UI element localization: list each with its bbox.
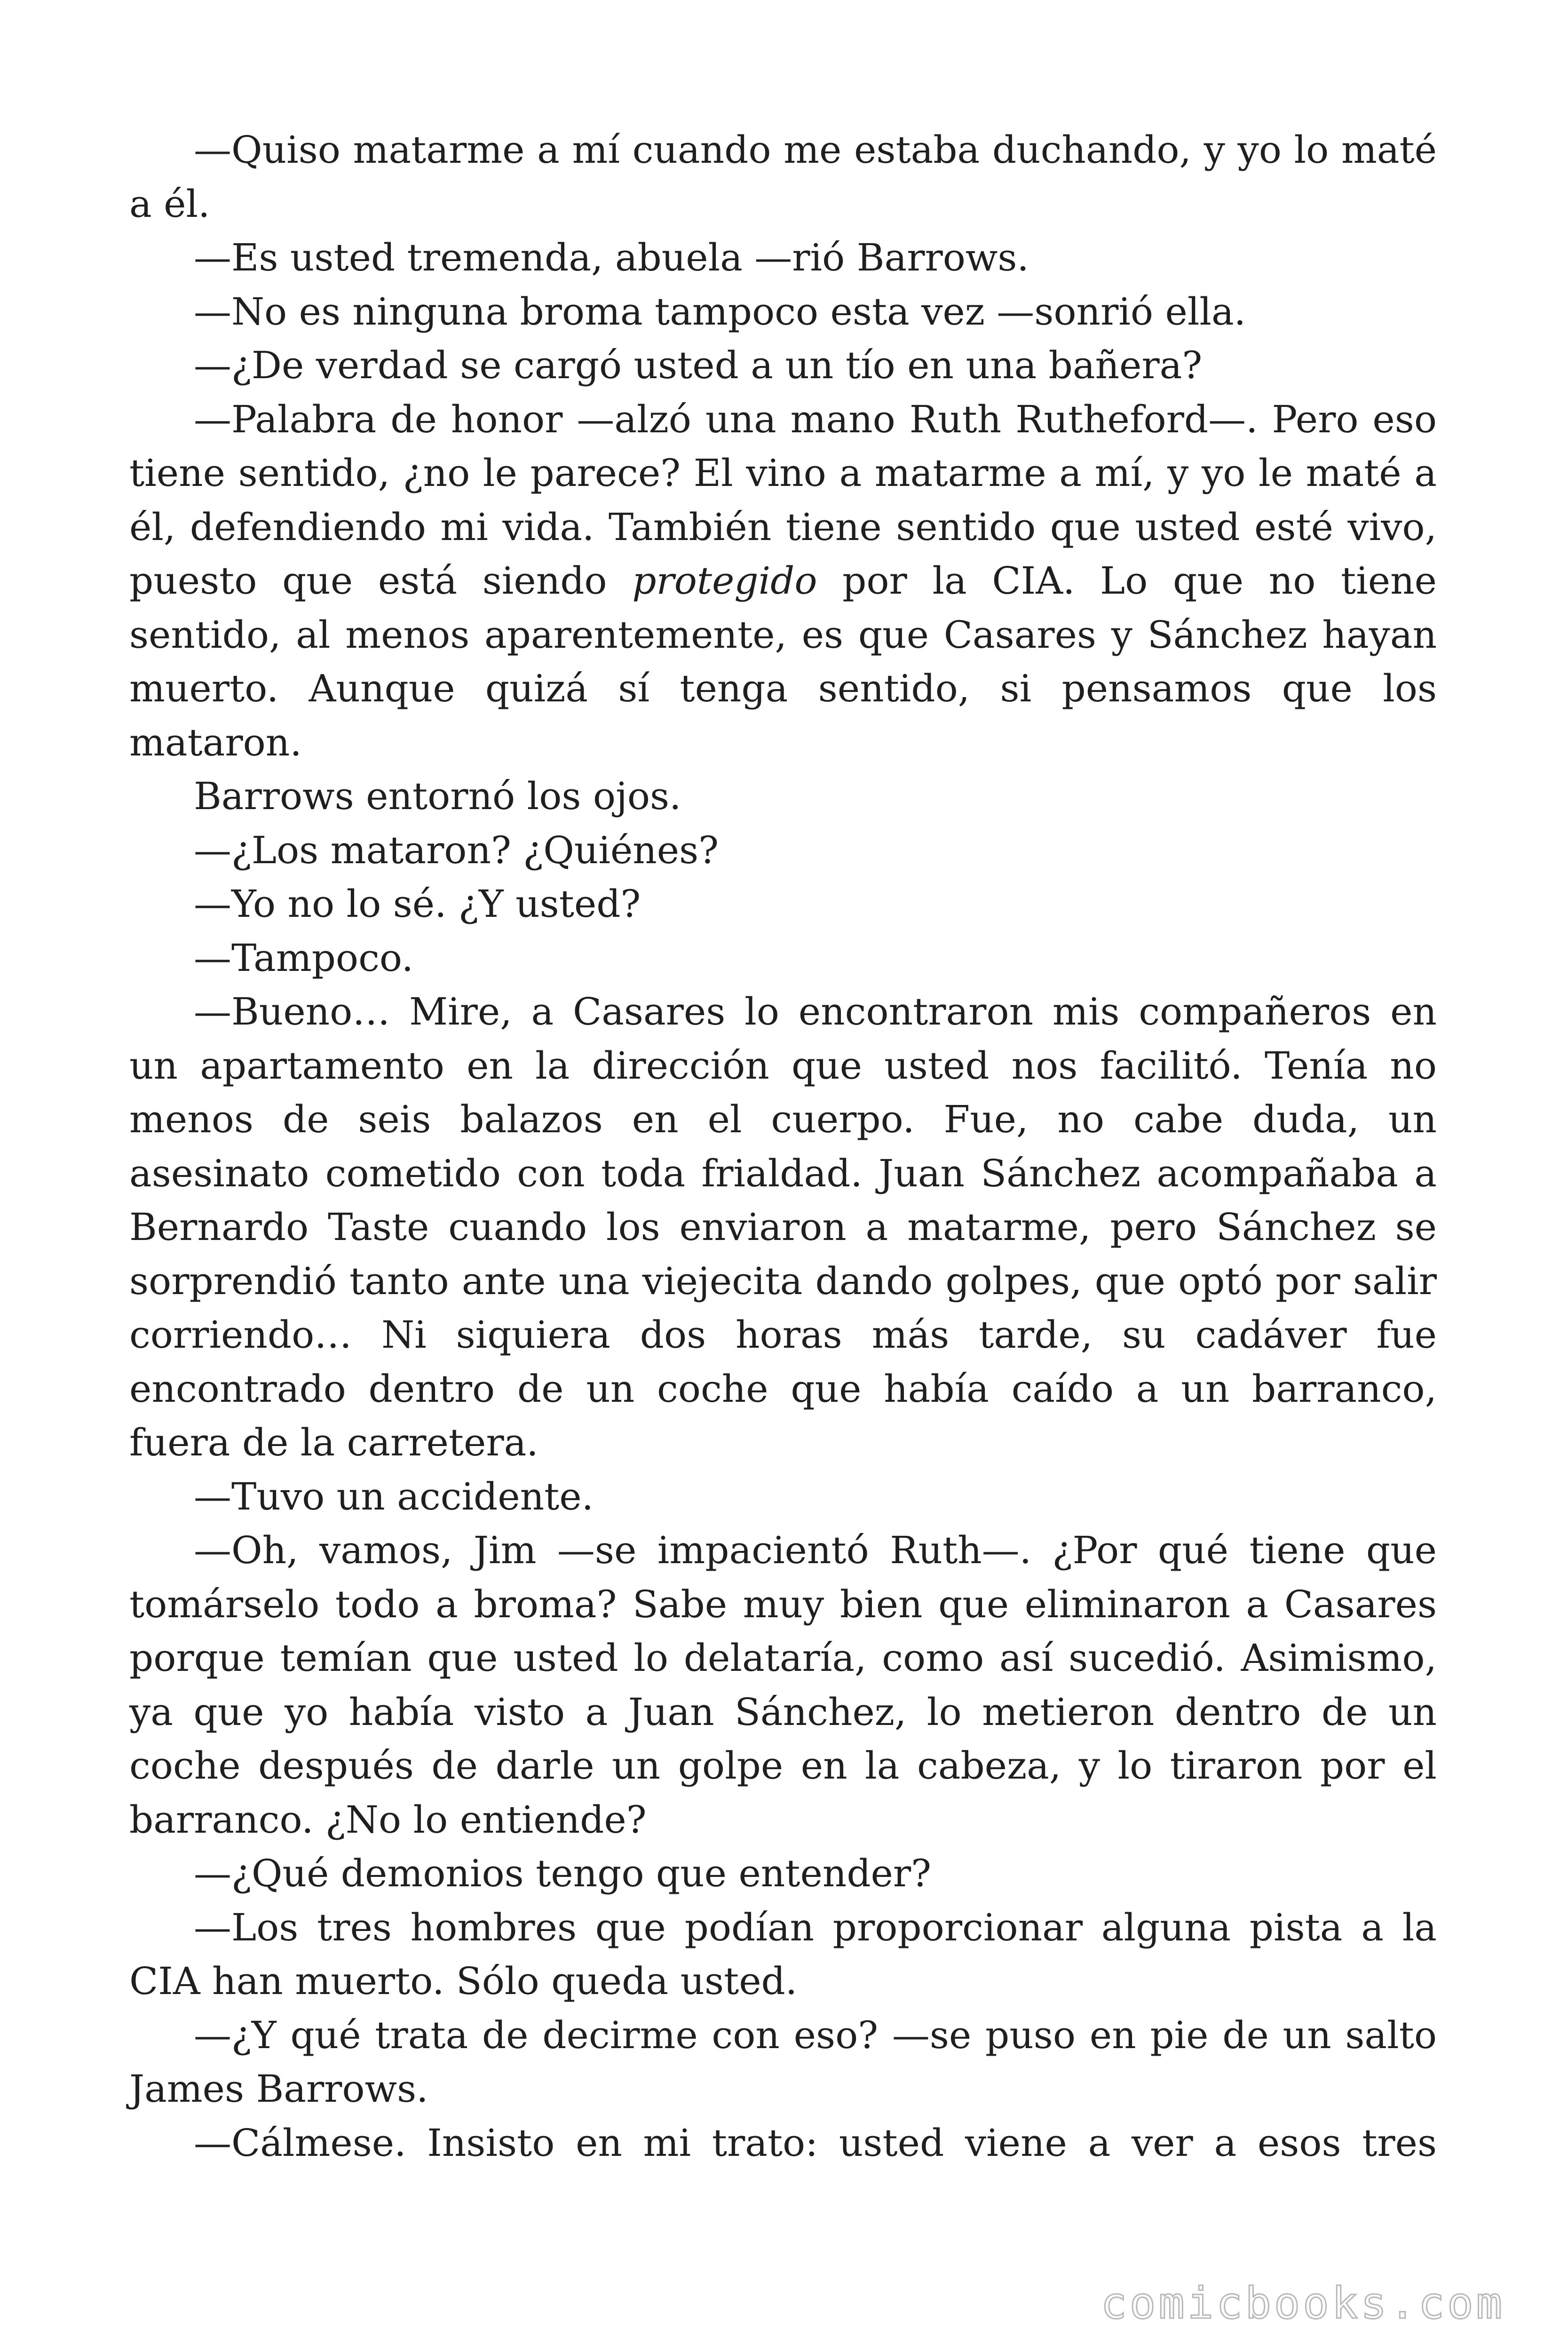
paragraph: —Quiso matarme a mí cuando me estaba duchando, y yo lo maté a él.: [129, 128, 1437, 226]
paragraph: —¿De verdad se cargó usted a un tío en una bañera?: [194, 343, 1203, 387]
paragraph: Barrows entornó los ojos.: [194, 774, 681, 818]
paragraph: —No es ninguna broma tampoco esta vez —sonrió ella.: [194, 289, 1246, 334]
paragraph: —Oh, vamos, Jim —se impacientó Ruth—. ¿Por qué tiene que tomárselo todo a broma? Sabe muy bien que eliminaron a Casares porque temían que usted lo delataría, como así sucedió. Asimismo, ya que yo había visto a Juan Sánchez, lo metieron dentro de un coche después de darle un golpe en la cabeza, y lo tiraron por el barranco. ¿No lo entiende?: [129, 1528, 1437, 1842]
paragraph: —Tampoco.: [194, 936, 414, 980]
paragraph: —Es usted tremenda, abuela —rió Barrows.: [194, 236, 1029, 279]
paragraph: —Yo no lo sé. ¿Y usted?: [194, 882, 641, 926]
paragraph: —Los tres hombres que podían proporcionar alguna pista a la CIA han muerto. Sólo queda usted.: [129, 1905, 1437, 2003]
paragraph: —¿Y qué trata de decirme con eso? —se puso en pie de un salto James Barrows.: [129, 2013, 1437, 2111]
body-text: [129, 123, 1437, 2170]
paragraph: —Bueno… Mire, a Casares lo encontraron mis compañeros en un apartamento en la dirección que usted nos facilitó. Tenía no menos de seis balazos en el cuerpo. Fue, no cabe duda, un asesinato cometido con toda frialdad. Juan Sánchez acompañaba a Bernardo Taste cuando los enviaron a matarme, pero Sánchez se sorprendió tanto ante una viejecita dando golpes, que optó por salir corriendo… Ni siquiera dos horas más tarde, su cadáver fue encontrado dentro de un coche que había caído a un barranco, fuera de la carretera.: [129, 990, 1437, 1464]
paragraph-text: —Palabra de honor —alzó una mano Ruth Rutheford—. Pero eso tiene sentido, ¿no le parece? El vino a matarme a mí, y yo le maté a él, defendiendo mi vida. También tiene sentido que usted esté vivo, puesto que está siendo: [129, 397, 1437, 603]
paragraph: —Tuvo un accidente.: [194, 1474, 594, 1518]
paragraph: —¿Los mataron? ¿Quiénes?: [194, 828, 719, 872]
paragraph: —¿Qué demonios tengo que entender?: [194, 1851, 932, 1895]
paragraph-text: por la CIA. Lo que no tiene sentido, al menos aparentemente, es que Casares y Sánchez hayan muerto. Aunque quizá sí tenga sentido, si pensamos que los mataron.: [129, 559, 1437, 764]
paragraph: —Cálmese. Insisto en mi trato: usted viene a ver a esos tres: [194, 2121, 1437, 2165]
paragraph: [129, 393, 1437, 770]
emphasis-text: protegido: [632, 559, 817, 603]
watermark: comicbooks.com: [1101, 2278, 1505, 2328]
